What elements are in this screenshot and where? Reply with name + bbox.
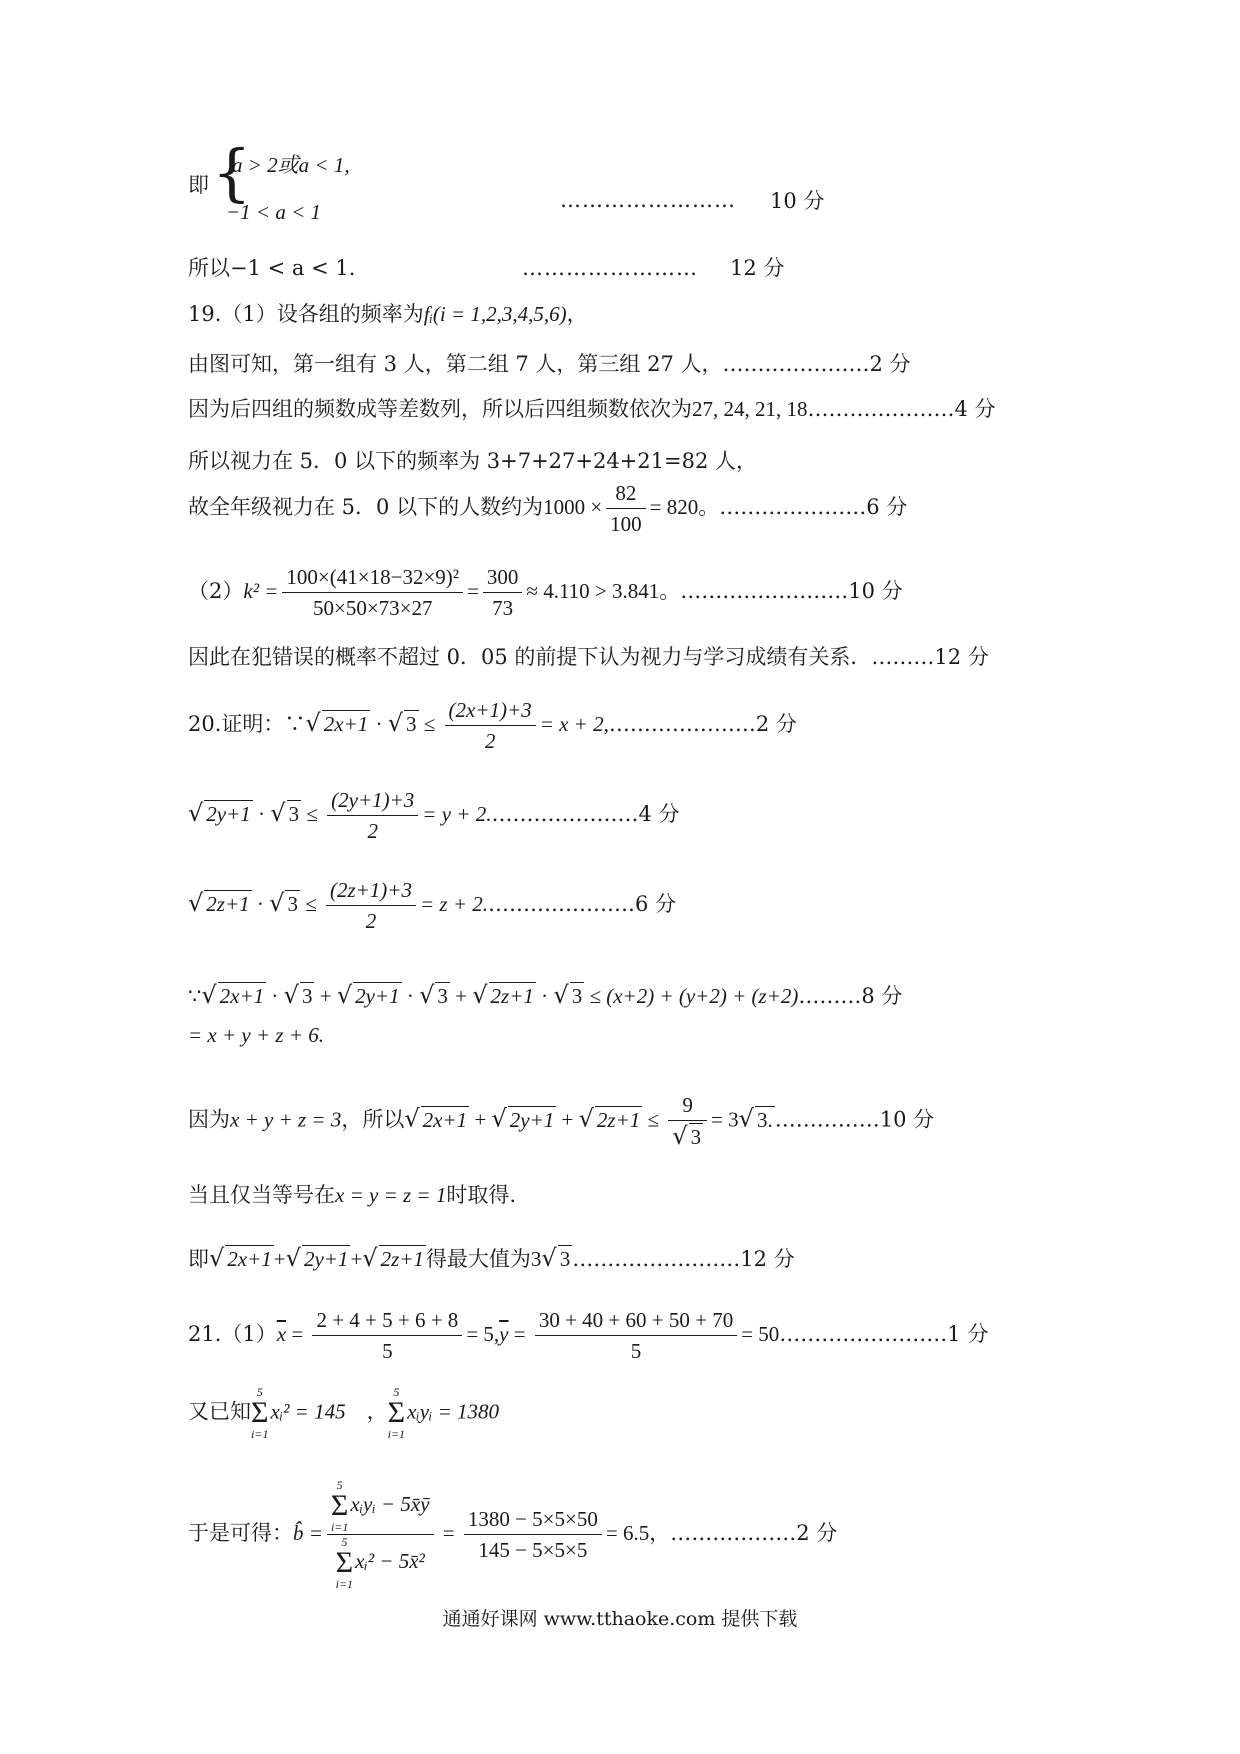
frac-num: 9 <box>668 1090 707 1121</box>
q19-line-3 <box>188 394 996 424</box>
radicand: 3 <box>437 984 448 1008</box>
sqrt-icon: √ <box>285 1244 301 1272</box>
text: 时取得. <box>446 1183 517 1207</box>
radicand: 2z+1 <box>490 984 534 1008</box>
radicand: 3 <box>571 984 583 1008</box>
x-bar: $\overline{x}$ <box>276 1322 287 1346</box>
q19-line5-math: 1000 × <box>543 495 603 519</box>
score-end: ……………………1 分 <box>779 1322 989 1346</box>
text: 当且仅当等号在 <box>188 1183 335 1207</box>
text: 又已知 <box>188 1399 251 1424</box>
xbar-result: = 5, <box>466 1322 500 1346</box>
radicand: 2y+1 <box>355 984 400 1008</box>
frac-den: 145 − 5×5×5 <box>478 1538 588 1562</box>
frac-num: 30 + 40 + 60 + 50 + 70 <box>535 1305 737 1336</box>
sqrt-icon: √ <box>553 981 569 1009</box>
conclusion-line: 所以−1 < a < 1. <box>188 256 356 280</box>
frac-den <box>668 1121 707 1152</box>
radicand: 3 <box>559 1247 571 1271</box>
k2-result: ≈ 4.110 > 3.841 <box>526 579 660 603</box>
q19-line3-text: 因为后四组的频数成等差数列，所以后四组频数依次为 <box>188 397 692 421</box>
q20-row-1: 20.证明：∵√ 2x+1 · √ 3 ≤ $\frac{(2x+1)+3}{2}$ = x + 2,…………………2 分 <box>188 695 797 756</box>
b-hat: b̂ = <box>293 1521 323 1545</box>
q19-head-end: ， <box>566 302 588 326</box>
frac-den <box>327 1535 434 1591</box>
k2-fraction <box>282 562 463 623</box>
result: = 3 <box>711 1107 739 1132</box>
sqrt-icon: √ <box>283 981 299 1009</box>
ybar-fraction <box>535 1305 737 1366</box>
q19-line3-math: 27, 24, 21, 18 <box>692 397 808 421</box>
radicand: 2z+1 <box>206 892 250 916</box>
sqrt-icon: √ <box>738 1104 754 1133</box>
frac-num <box>327 1478 434 1535</box>
q21-row-2: 又已知 5 Σ i=1 xᵢ² = 145 ， 5 Σ i=1 xᵢyᵢ = 1380 <box>188 1385 500 1441</box>
radicand: 2y+1 <box>303 1247 349 1271</box>
text: ，所以 <box>341 1107 405 1132</box>
condition: x + y + z = 3 <box>230 1107 342 1132</box>
frac-num: 100×(41×18−32×9)² <box>282 562 463 593</box>
system-row-1: a > 2或a < 1, <box>232 153 350 177</box>
dots: …………………… <box>560 188 736 212</box>
q20-fraction-2 <box>327 785 418 846</box>
sqrt-icon: √ <box>305 709 321 737</box>
frac-den: 5 <box>382 1339 393 1363</box>
sqrt-icon: √ <box>188 799 204 827</box>
sum-top: 5 <box>256 1385 263 1399</box>
b-den-text: xᵢ² − 5x̄² <box>355 1548 425 1573</box>
q19-head-math: fᵢ(i = 1,2,3,4,5,6) <box>423 302 567 326</box>
sum-x-squared: xᵢ² = 145 <box>270 1399 346 1424</box>
sum-icon: 5 Σ i=1 <box>387 1385 406 1441</box>
radicand: 2x+1 <box>323 712 369 736</box>
radicand: 2z+1 <box>380 1247 424 1271</box>
q19-line5-text: 故全年级视力在 5．0 以下的人数约为 <box>188 495 544 519</box>
sqrt-icon: √ <box>672 1122 688 1150</box>
score: 12 分 <box>730 256 785 280</box>
frac-den: 2 <box>484 729 496 753</box>
frac-num: 82 <box>606 478 646 509</box>
q21-head: 21.（1） <box>188 1322 277 1346</box>
sum-bot: i=1 <box>335 1577 354 1591</box>
frac-num: 2 + 4 + 5 + 6 + 8 <box>312 1305 462 1336</box>
q19-line3-end: …………………4 分 <box>807 397 996 421</box>
sqrt-icon: √ <box>578 1104 594 1133</box>
frac-num: (2x+1)+3 <box>445 695 536 726</box>
sum-top: 5 <box>341 1535 348 1549</box>
frac-den: 73 <box>492 596 514 620</box>
text: 因为 <box>188 1107 230 1132</box>
q19-part2 <box>188 562 903 623</box>
sqrt-icon: √ <box>269 889 285 917</box>
q19-line-5 <box>188 478 907 539</box>
radicand: 3 <box>288 802 300 826</box>
frac-num: (2y+1)+3 <box>327 785 418 816</box>
radicand: 2z+1 <box>596 1107 641 1132</box>
radicand: 3. <box>756 1107 773 1132</box>
radicand: 3 <box>287 892 298 916</box>
sqrt-icon: √ <box>491 1104 507 1133</box>
q20-fraction-1 <box>445 695 536 756</box>
part-label: （2） <box>188 579 244 603</box>
sum-icon: 5 Σ i=1 <box>335 1535 354 1591</box>
system-row-2: −1 < a < 1 <box>226 200 322 224</box>
score-end: …………………6 分 <box>488 892 677 916</box>
sum-top: 5 <box>336 1478 343 1492</box>
dots: …………………… <box>522 256 698 280</box>
radicand: 3 <box>406 712 417 736</box>
system-label: 即 <box>188 173 209 197</box>
q19-line5-end: 。…………………6 分 <box>698 495 908 519</box>
q19-heading <box>188 299 588 329</box>
q20-fraction-3 <box>326 875 416 936</box>
equality-condition: x = y = z = 1 <box>335 1183 447 1207</box>
sum-bot: i=1 <box>330 1520 349 1534</box>
sqrt-icon: √ <box>336 981 353 1009</box>
q19-fraction <box>606 478 646 539</box>
sqrt-icon: √ <box>419 981 435 1009</box>
sqrt-icon: √ <box>472 981 488 1009</box>
frac-den: 2 <box>367 819 378 843</box>
radicand: 2x+1 <box>227 1247 272 1271</box>
frac-den: 2 <box>365 909 377 933</box>
q20-row-7 <box>188 1180 516 1210</box>
score-end: ………………2 分 <box>670 1521 838 1545</box>
frac-num: 300 <box>483 562 523 593</box>
sqrt-icon: √ <box>387 709 403 737</box>
q21-row-1: $21.(1)\overline{x}$ = $\frac{2 + 4 + 5 + 6 + 8}{5}$ = $5,\overline{y}$ = $\frac{30 + 40 + 60 + 50 + 70}{5}$ = 50……………………1 分 <box>188 1305 988 1366</box>
frac-den: 5 <box>630 1339 642 1363</box>
score-end: ………8 分 <box>798 984 903 1008</box>
q19-line5-result: = 820 <box>649 495 699 519</box>
score-end: ……………………12 分 <box>572 1247 795 1271</box>
radicand: 2y+1 <box>206 802 251 826</box>
sum-icon: 5 Σ i=1 <box>330 1478 349 1534</box>
k2-fraction-2 <box>483 562 523 623</box>
text: 即 <box>188 1247 209 1271</box>
frac-num: (2z+1)+3 <box>326 875 416 906</box>
q20-row-8: 即√ 2x+1+√ 2y+1+√ 2z+1得最大值为3√ 3……………………12 分 <box>188 1244 795 1272</box>
frac-den: 50×50×73×27 <box>312 596 433 620</box>
b-fraction <box>327 1478 434 1591</box>
score-end: ……………10 分 <box>774 1107 935 1132</box>
q19-line-2: 由图可知，第一组有 3 人，第二组 7 人，第三组 27 人，…………………2 分 <box>188 352 911 376</box>
sum-xy: xᵢyᵢ = 1380 <box>407 1399 500 1424</box>
q20-head: 20.证明：∵ <box>188 712 306 736</box>
sqrt-icon: √ <box>404 1104 420 1133</box>
q20-result-1: = x + 2, <box>539 712 609 736</box>
q20-row-4: ∵√ 2x+1 · √ 3 + √ 2y+1 · √ 3 + √ 2z+1 · √ 3 ≤ (x+2) + (y+2) + (z+2)………8 分 <box>188 981 903 1009</box>
q19-head-text: 19.（1）设各组的频率为 <box>188 302 424 326</box>
score-end: …………………2 分 <box>608 712 797 736</box>
text: 于是可得： <box>188 1521 293 1545</box>
q20-row-3: √ 2z+1 · √ 3 ≤ $\frac{(2z+1)+3}{2}$ = z + 2.…………………6 分 <box>188 875 676 936</box>
sqrt-icon: √ <box>362 1244 378 1272</box>
sqrt-icon: √ <box>188 889 204 917</box>
sqrt-icon: √ <box>201 981 217 1009</box>
q20-row-2: √ 2y+1 · √ 3 ≤ $\frac{(2y+1)+3}{2}$ = y + 2.…………………4 分 <box>188 785 680 846</box>
radicand: 2x+1 <box>219 984 265 1008</box>
score-end: …………………4 分 <box>491 802 680 826</box>
sqrt-icon: √ <box>209 1244 225 1272</box>
q20-result-3: = z + 2. <box>419 892 488 916</box>
q20-row-5: = x + y + z + 6. <box>188 1023 324 1047</box>
score: 10 分 <box>770 189 825 213</box>
b-num-text: xᵢyᵢ − 5x̄ȳ <box>350 1491 430 1516</box>
page-footer: 通通好课网 www.tthaoke.com 提供下载 <box>442 1608 798 1630</box>
q20-fraction-9 <box>668 1090 707 1152</box>
sum-bot: i=1 <box>251 1427 269 1441</box>
q20-result-2: = y + 2. <box>422 802 492 826</box>
frac-num: 1380 − 5×5×50 <box>464 1504 602 1535</box>
q20-row-6: 因为x + y + z = 3，所以√ 2x+1 + √ 2y+1 + √ 2z+1 ≤ $\frac{9}{√ 3}$ = 3√ 3.……………10 分 <box>188 1090 934 1152</box>
b-result: = 6.5， <box>605 1521 671 1545</box>
because-symbol: ∵ <box>188 984 202 1008</box>
sum-icon: 5 Σ i=1 <box>251 1385 269 1441</box>
q19-line-7: 因此在犯错误的概率不超过 0．05 的前提下认为视力与学习成绩有关系．………12 分 <box>188 645 989 669</box>
sum-bot: i=1 <box>387 1427 406 1441</box>
k-squared: k² = <box>243 579 279 603</box>
ybar-result: = 50 <box>741 1322 780 1346</box>
text: 得最大值为 <box>425 1247 531 1271</box>
q20-row4-rhs: ≤ (x+2) + (y+2) + (z+2) <box>589 984 799 1008</box>
radicand: 2x+1 <box>422 1107 468 1132</box>
brace-icon: { <box>212 136 252 209</box>
q21-row-3: 于是可得：b̂ = 5 Σ i=1 xᵢyᵢ − 5x̄ȳ 5 Σ i=1 xᵢ² − 5x̄² = $\frac{1380 - 5\times 5\times 50}{145 - 5\times 5\times 5}$ = 6.5，………………2 分 <box>188 1478 838 1591</box>
equals: = <box>467 579 479 603</box>
y-bar: $\overline{y}$ <box>499 1322 509 1346</box>
radicand: 2y+1 <box>509 1107 555 1132</box>
q19-line-4: 所以视力在 5．0 以下的频率为 3+7+27+24+21=82 人， <box>188 449 758 473</box>
frac-den: 100 <box>610 512 642 536</box>
xbar-fraction <box>312 1305 462 1366</box>
coef: 3 <box>530 1247 542 1271</box>
sqrt-icon: √ <box>541 1244 557 1272</box>
sum-top: 5 <box>393 1385 400 1399</box>
radicand: 3 <box>301 984 313 1008</box>
score-end: 。……………………10 分 <box>659 579 903 603</box>
radicand: 3 <box>690 1125 702 1149</box>
sqrt-icon: √ <box>270 799 286 827</box>
b-fraction-2 <box>464 1504 602 1565</box>
